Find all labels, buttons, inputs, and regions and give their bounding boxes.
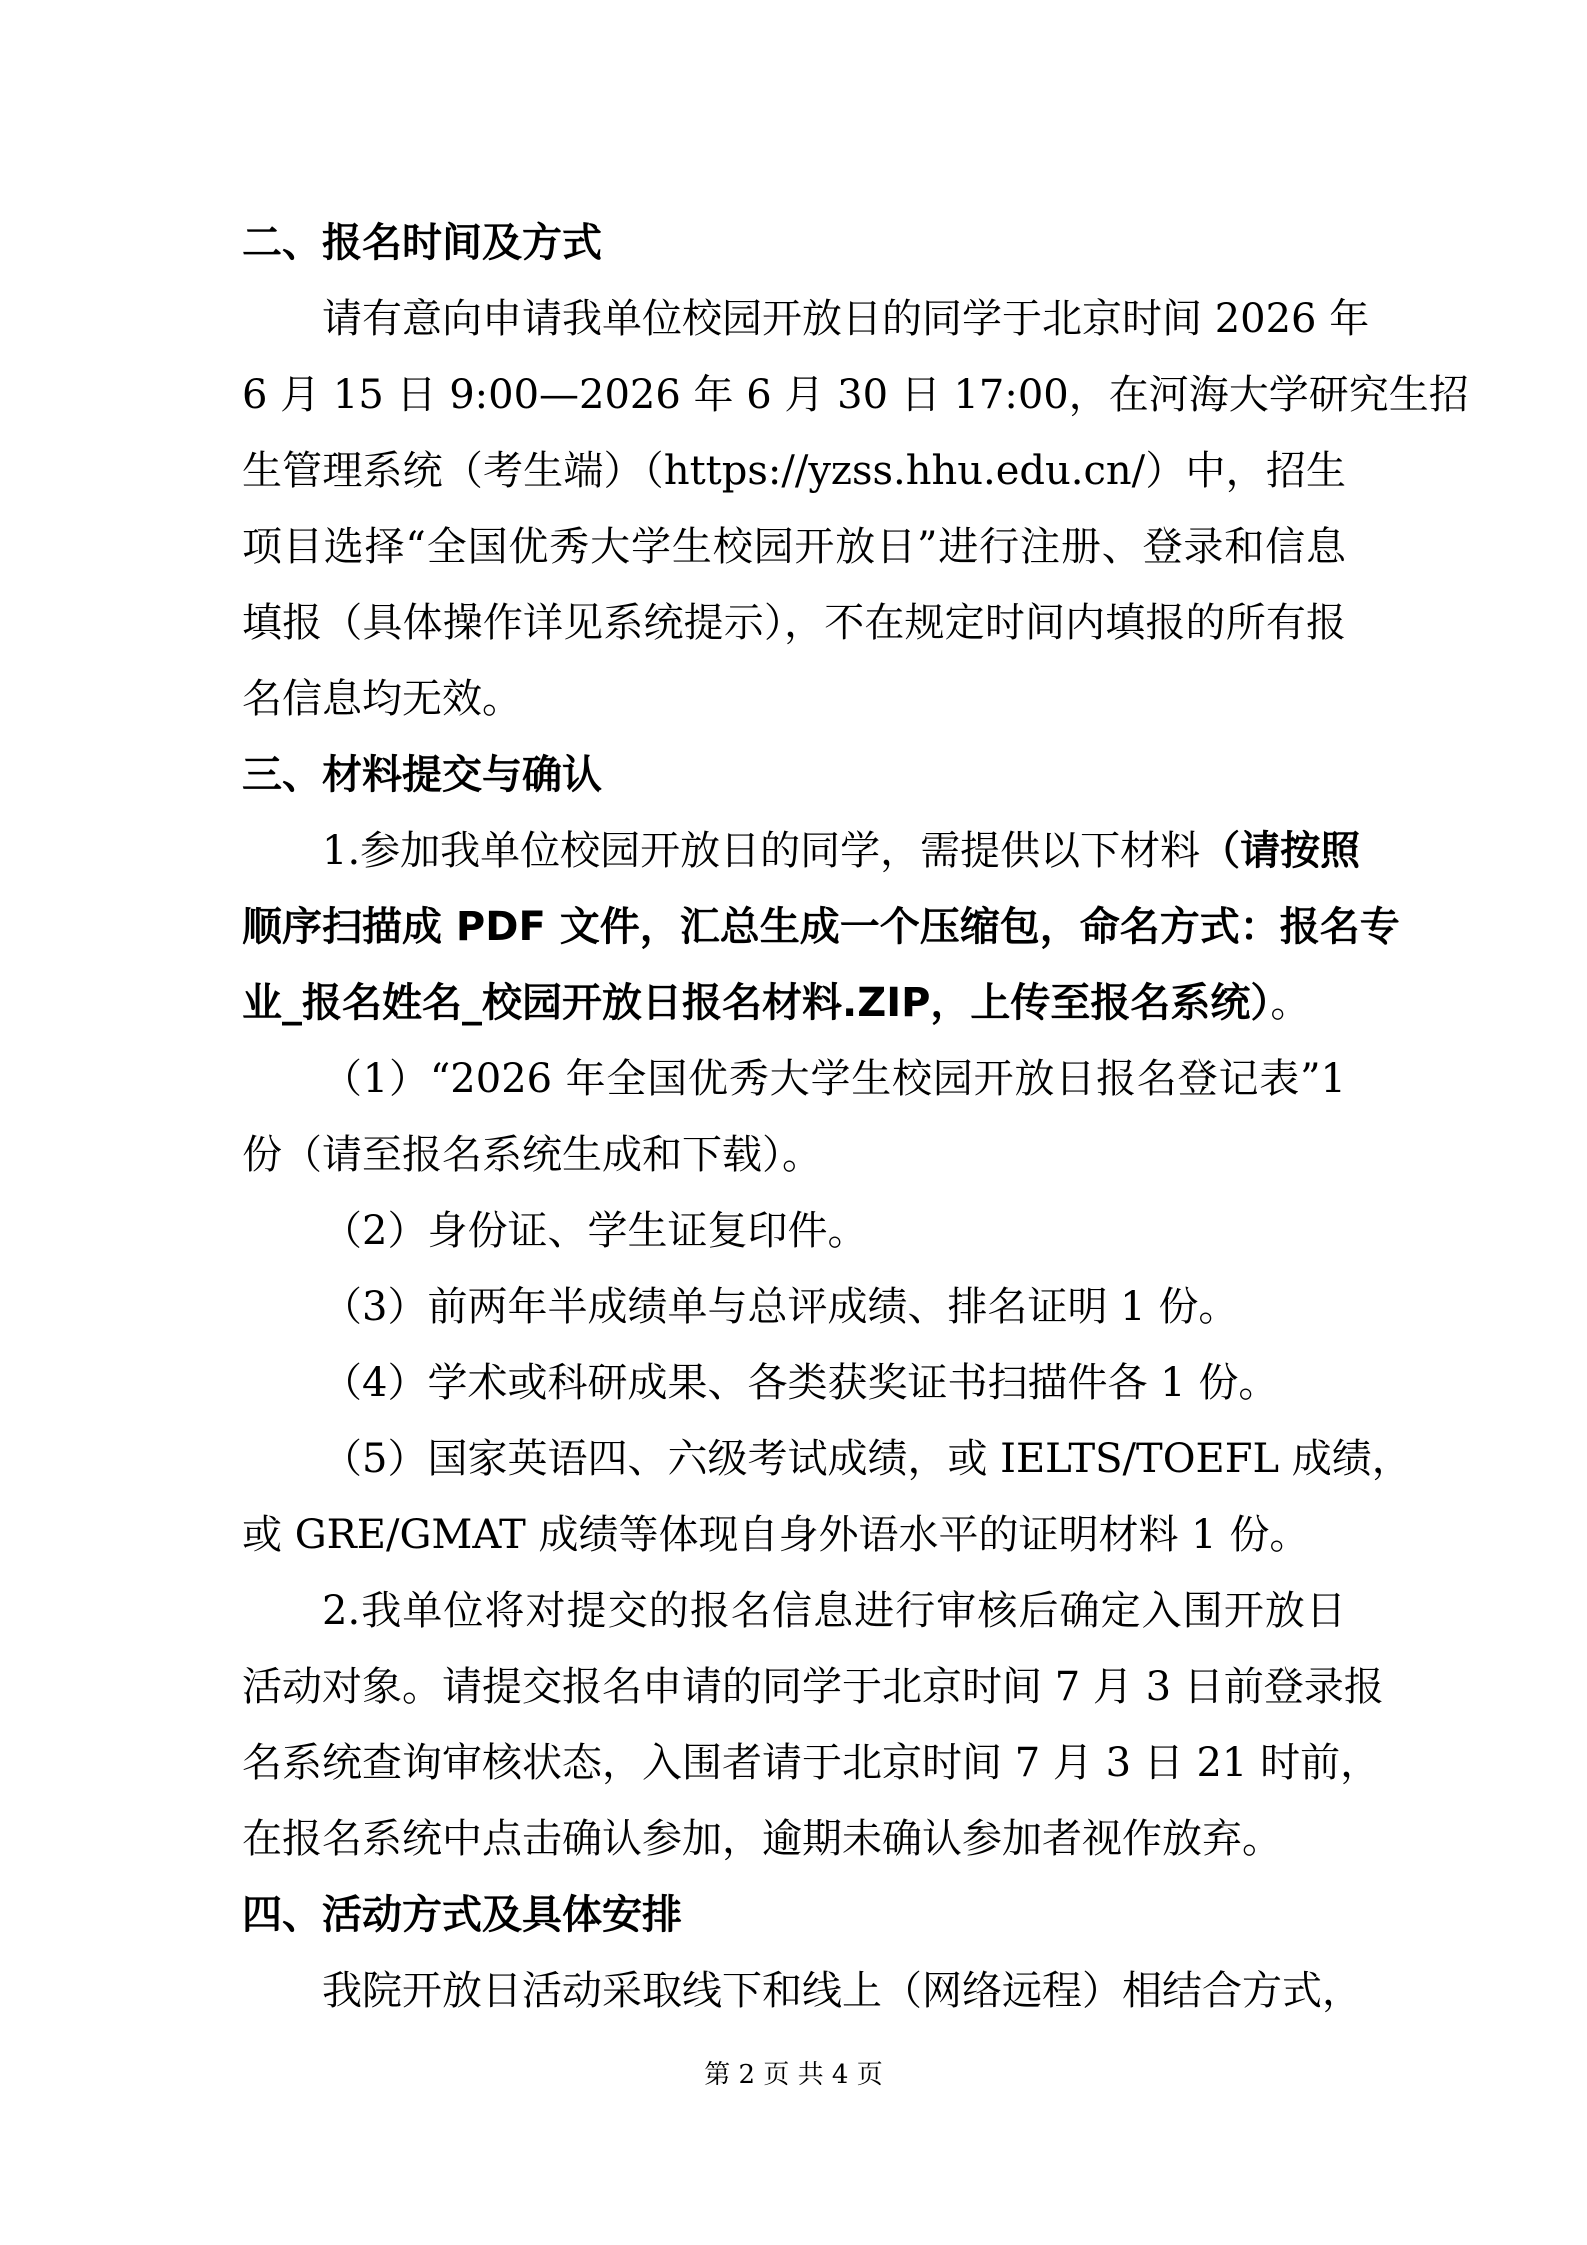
sub-item-5-line-1: （5）国家英语四、六级考试成绩，或 IELTS/TOEFL 成绩， — [322, 1436, 1412, 1482]
section-heading-3: 三、材料提交与确认 — [242, 752, 602, 798]
sub-item-5-line-2: 或 GRE/GMAT 成绩等体现自身外语水平的证明材料 1 份。 — [242, 1512, 1310, 1558]
section-heading-4: 四、活动方式及具体安排 — [242, 1892, 682, 1938]
page-number-footer: 第 2 页 共 4 页 — [704, 2060, 883, 2090]
item-1-line-3 — [242, 979, 1310, 1027]
paragraph-line: 项目选择“全国优秀大学生校园开放日”进行注册、登录和信息 — [242, 524, 1346, 570]
item-1-text: 。 — [1270, 980, 1311, 1026]
sub-item-2: （2）身份证、学生证复印件。 — [322, 1208, 868, 1254]
item-2-line: 在报名系统中点击确认参加，逾期未确认参加者视作放弃。 — [242, 1816, 1282, 1862]
item-1-line-2: 顺序扫描成 PDF 文件，汇总生成一个压缩包，命名方式：报名专 — [242, 904, 1400, 950]
sub-item-1-line-2: 份（请至报名系统生成和下载）。 — [242, 1132, 822, 1178]
paragraph-line: 名信息均无效。 — [242, 676, 522, 722]
item-2-line: 活动对象。请提交报名申请的同学于北京时间 7 月 3 日前登录报 — [242, 1664, 1384, 1710]
item-1-bold-text: 业_报名姓名_校园开放日报名材料.ZIP，上传至报名系统） — [242, 980, 1271, 1026]
paragraph-line: 我院开放日活动采取线下和线上（网络远程）相结合方式， — [322, 1968, 1362, 2014]
sub-item-3: （3）前两年半成绩单与总评成绩、排名证明 1 份。 — [322, 1284, 1239, 1330]
paragraph-line: 生管理系统（考生端）（https://yzss.hhu.edu.cn/）中，招生 — [242, 448, 1346, 494]
item-2-line: 名系统查询审核状态，入围者请于北京时间 7 月 3 日 21 时前， — [242, 1740, 1381, 1786]
item-1-line-1 — [322, 827, 1360, 875]
sub-item-1-line-1: （1）“2026 年全国优秀大学生校园开放日报名登记表”1 — [322, 1056, 1346, 1102]
item-2-line: 2.我单位将对提交的报名信息进行审核后确定入围开放日 — [322, 1588, 1346, 1634]
section-heading-2: 二、报名时间及方式 — [242, 220, 602, 266]
item-1-text: 1.参加我单位校园开放日的同学，需提供以下材料 — [322, 828, 1201, 874]
paragraph-line: 6 月 15 日 9:00—2026 年 6 月 30 日 17:00，在河海大学研究生招 — [242, 372, 1469, 418]
paragraph-line: 请有意向申请我单位校园开放日的同学于北京时间 2026 年 — [322, 296, 1370, 342]
item-1-bold-text: （请按照 — [1200, 828, 1361, 874]
paragraph-line: 填报（具体操作详见系统提示），不在规定时间内填报的所有报 — [242, 600, 1346, 646]
sub-item-4: （4）学术或科研成果、各类获奖证书扫描件各 1 份。 — [322, 1360, 1279, 1406]
